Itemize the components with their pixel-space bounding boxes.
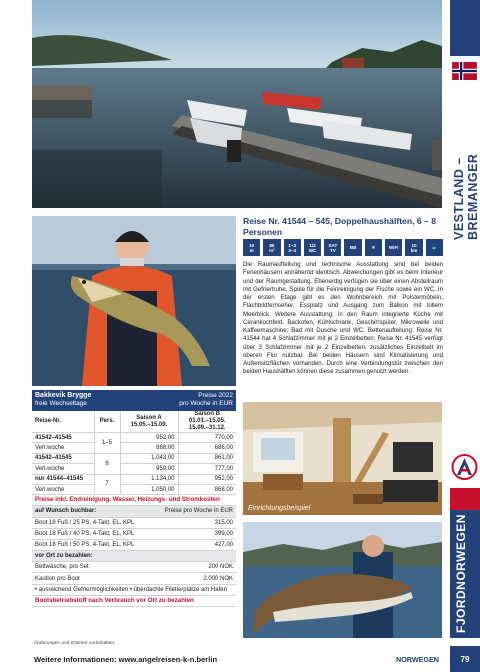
extras-note: • ausreichend Gefriermöglichkeiten • überdachte Filetierplätze am Hafen xyxy=(32,585,236,596)
norway-flag-icon xyxy=(451,62,478,80)
onsite-row xyxy=(32,573,236,584)
season-b-price: 868,00 xyxy=(178,484,236,494)
onsite-price: 2.000 NOK xyxy=(203,575,233,582)
offer-title: Reise Nr. 41544 – 545, Doppelhaushälften, 6 – 8 Personen xyxy=(243,216,436,237)
price-table-header xyxy=(32,390,236,411)
bookable-unit: Preise pro Woche in EUR xyxy=(164,508,233,515)
col-persons: Pers. xyxy=(94,411,120,433)
boat-price: 315,00 xyxy=(214,519,233,526)
amenity-icons xyxy=(243,239,443,256)
harbor-photo xyxy=(32,0,442,208)
row-label: 41542–41545 xyxy=(32,453,94,463)
boat-label: Boot 18 Fuß / 40 PS, 4-Takt, EL, KPL xyxy=(35,530,135,537)
persons-cell: 6 xyxy=(94,453,120,474)
bookable-header xyxy=(32,506,236,517)
onsite-title: vor Ort zu bezahlen: xyxy=(35,553,93,560)
rooms-icon: 1–3 3–4 xyxy=(284,239,301,256)
fuel-note: Bootsbetriebstoff nach Verbrauch vor Ort zu bezahlen xyxy=(32,596,236,607)
season-b-price: 770,00 xyxy=(178,433,236,443)
table-row xyxy=(32,484,236,494)
price-table xyxy=(32,390,236,607)
season-a-price: 1.050,00 xyxy=(120,484,178,494)
season-a-price: 952,00 xyxy=(120,433,178,443)
more-info-link[interactable]: Weitere Informationen: www.angelreisen-k-n.berlin xyxy=(34,655,218,664)
table-row xyxy=(32,453,236,463)
changeover-days: freie Wechseltage xyxy=(35,400,87,407)
accommodation-name: Bakkevik Brygge xyxy=(35,392,92,399)
sea-distance-icon: 10 m xyxy=(243,239,260,256)
table-row xyxy=(32,464,236,474)
bookable-title: auf Wunsch buchbar: xyxy=(35,508,97,515)
season-a-price: 959,00 xyxy=(120,464,178,474)
table-row xyxy=(32,443,236,453)
table-row xyxy=(32,474,236,484)
bath-icon: 1/2 WC xyxy=(304,239,321,256)
persons-cell: 7 xyxy=(94,474,120,495)
halibut-catch-photo xyxy=(243,522,442,638)
fish-room-icon: 🐟 xyxy=(426,239,443,256)
side-band-red xyxy=(450,488,480,510)
area-label: FJORDNORWEGEN xyxy=(454,514,468,633)
size-icon: 85 m² xyxy=(263,239,280,256)
offer-description: Die Raumaufteilung und technische Ausstattung sind bei beiden Ferienhäusern annähernd identisch. Abweichungen gibt es beim Interieur und der Raumgestaltung. Ebenerdig verfügen sie über einen Abstellraum mit Gefriertruhe, Spüle für die Feinreinigung der Fische sowie ein WC. In der ersten Etage gibt es den Wohnbereich mit Polstermöbeln, Flachbildfernseher, Essplatz und Ausgang zum Balkon mit tollem Meerblick. Weitere Ausstattung: in den Raum integrierte Küche mit Cerankochfeld, Backofen, Kühlschrank, Geschirrspüler, Mikrowelle und Kaffeemaschine; Bad mit Dusche und WC. Bettenaufteilung: Reise Nr. 41544 hat 4 Schlafzimmer mit je 2 Einzelbetten; Reise Nr. 41545 verfügt über 3 Schlafzimmer mit je 2 Einzelbetten, zusätzliches Einzelbett im oberen Flur nutzbar. Bei beiden Häusern sind Klimatisierung und Außensitzflächen vorhanden. Durch eine Verbindungstür zwischen den beiden Haushälften können diese zusammen genutzt werden. xyxy=(243,261,443,376)
boat-row xyxy=(32,540,236,551)
price-unit: pro Woche in EUR xyxy=(179,400,233,407)
onsite-row xyxy=(32,562,236,573)
price-grid xyxy=(32,411,236,495)
boat-price: 399,00 xyxy=(214,530,233,537)
boat-price: 427,00 xyxy=(214,542,233,548)
row-label: nur 41544–41545 xyxy=(32,474,94,484)
col-season-a: Saison A 15.05.–15.09. xyxy=(120,411,178,433)
price-year: Preise 2022 xyxy=(198,392,233,399)
row-label: Verl.woche xyxy=(32,484,94,494)
season-a-price: 868,00 xyxy=(120,443,178,453)
tv-icon: SAT TV xyxy=(324,239,341,256)
season-b-price: 686,00 xyxy=(178,443,236,453)
season-b-price: 777,00 xyxy=(178,464,236,474)
season-b-price: 861,00 xyxy=(178,453,236,463)
season-a-price: 1.043,00 xyxy=(120,453,178,463)
onsite-price: 200 NOK xyxy=(208,564,233,571)
season-a-price: 1.134,00 xyxy=(120,474,178,484)
table-row xyxy=(32,433,236,443)
interior-photo xyxy=(243,402,442,515)
brand-logo-icon xyxy=(451,452,478,482)
included-costs-note: Preise inkl. Endreinigung, Wasser, Heizungs- und Stromkosten xyxy=(32,495,236,506)
row-label: 41542–41545 xyxy=(32,433,94,443)
boat-row xyxy=(32,518,236,529)
onsite-label: Kaution pro Boot xyxy=(35,575,80,582)
price-grid-header xyxy=(32,411,236,433)
page-number: 79 xyxy=(450,646,480,672)
side-band-top xyxy=(450,0,480,56)
interior-photo-caption: Einrichtungsbeispiel xyxy=(248,505,311,512)
kitchen-icon: BB xyxy=(344,239,361,256)
wifi-icon: WiFi xyxy=(385,239,402,256)
boat-label: Boot 18 Fuß / 25 PS, 4-Takt, EL, KPL xyxy=(35,519,135,526)
freezer-icon: ❄ xyxy=(365,239,382,256)
onsite-header xyxy=(32,551,236,562)
boat-label: Boot 18 Fuß / 50 PS, 4-Takt, EL, KPL xyxy=(35,542,135,548)
shop-icon: 10 km xyxy=(405,239,422,256)
row-label: Verl.woche xyxy=(32,464,94,474)
season-b-price: 952,00 xyxy=(178,474,236,484)
persons-cell: 1–5 xyxy=(94,433,120,454)
onsite-label: Bettwäsche, pro Set xyxy=(35,564,89,571)
boat-row xyxy=(32,529,236,540)
col-reise-nr: Reise-Nr. xyxy=(32,411,94,433)
angler-with-cod-photo xyxy=(32,216,236,386)
row-label: Verl.woche xyxy=(32,443,94,453)
disclaimer: Änderungen und Irrtümer vorbehalten. xyxy=(34,641,116,646)
col-season-b: Saison B 01.01.–15.05. 15.09.–31.12. xyxy=(178,411,236,433)
country-label: NORWEGEN xyxy=(396,655,439,664)
region-label: VESTLAND – BREMANGER xyxy=(452,153,480,240)
